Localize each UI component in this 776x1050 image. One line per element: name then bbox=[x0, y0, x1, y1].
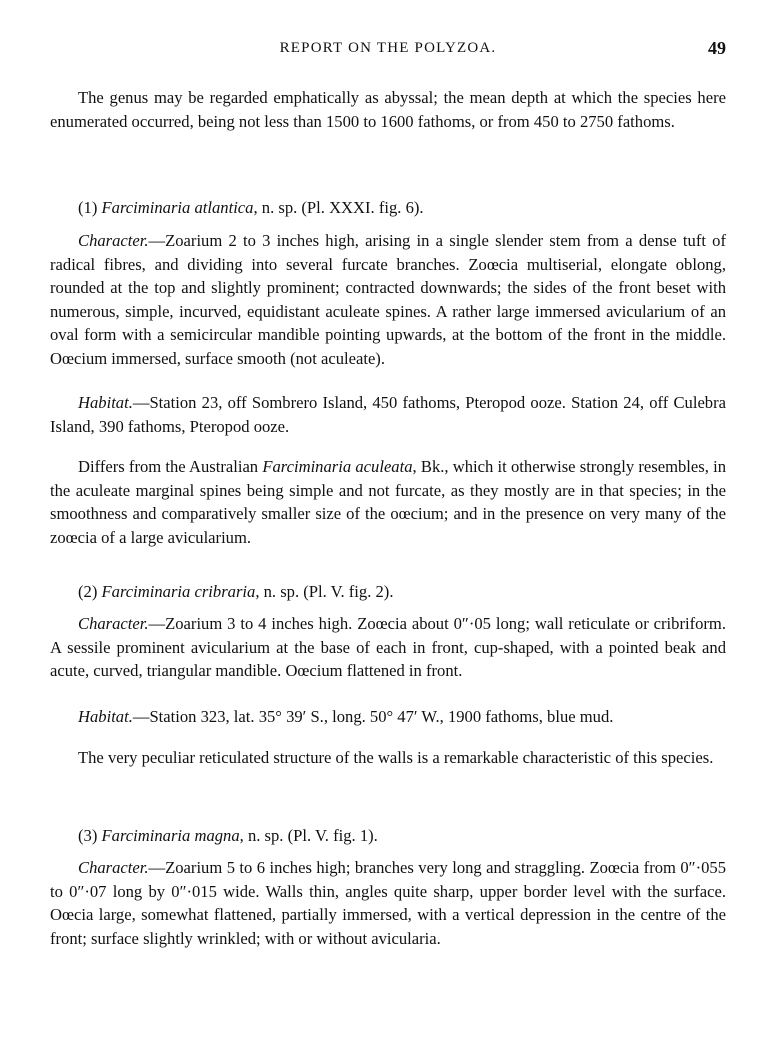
habitat-label: Habitat. bbox=[78, 393, 133, 412]
species-number: (3) bbox=[78, 826, 98, 845]
habitat-label: Habitat. bbox=[78, 707, 133, 726]
habitat-paragraph-1 bbox=[50, 391, 726, 438]
character-label: Character. bbox=[78, 231, 149, 250]
page-number: 49 bbox=[708, 38, 726, 58]
species-suffix: , n. sp. (Pl. V. fig. 2). bbox=[255, 582, 394, 601]
species-number: (2) bbox=[78, 582, 98, 601]
habitat-text: —Station 323, lat. 35° 39′ S., long. 50° 47′ W., 1900 fathoms, blue mud. bbox=[132, 707, 614, 726]
species-name: Farciminaria magna bbox=[101, 826, 240, 845]
character-paragraph-1 bbox=[50, 229, 726, 370]
character-text: —Zoarium 2 to 3 inches high, arising in a single slender stem from a dense tuft of radical fibres, and dividing into several furcate branches. Zoœcia multiserial, elongate oblong, rounded at the top and slightly prominent; contracted downwards; the sides of the front beset with numerous, simple, incurved, equidistant aculeate spines. A rather large immersed avicularium of an oval form with a semicircular mandible pointing upwards, at the bottom of the front in the middle. Oœcium immersed, surface smooth (not aculeate). bbox=[50, 231, 726, 368]
species-heading-1 bbox=[78, 196, 726, 220]
running-title: REPORT ON THE POLYZOA. bbox=[279, 40, 497, 56]
character-label: Character. bbox=[78, 858, 149, 877]
species-name: Farciminaria cribraria bbox=[101, 582, 256, 601]
character-text: —Zoarium 5 to 6 inches high; branches very long and straggling. Zoœcia from 0″·055 to 0″·07 long by 0″·015 wide. Walls thin, angles quite sharp, upper border level with the surface. Oœcia large, somewhat flattened, partially immersed, with a vertical depression in the centre of the front; surface slightly wrinkled; with or without avicularia. bbox=[50, 858, 726, 948]
character-paragraph-3 bbox=[50, 856, 726, 950]
remark-paragraph-1 bbox=[50, 455, 726, 549]
species-suffix: , n. sp. (Pl. V. fig. 1). bbox=[239, 826, 378, 845]
intro-paragraph: The genus may be regarded emphatically as abyssal; the mean depth at which the species here enumerated occurred, being not less than 1500 to 1600 fathoms, or from 450 to 2750 fathoms. bbox=[50, 88, 726, 131]
species-suffix: , n. sp. (Pl. XXXI. fig. 6). bbox=[253, 198, 424, 217]
habitat-paragraph-2 bbox=[50, 705, 726, 729]
species-heading-3 bbox=[78, 824, 726, 848]
character-text: —Zoarium 3 to 4 inches high. Zoœcia about 0″·05 long; wall reticulate or cribriform. A sessile prominent avicularium at the base of each in front, cup-shaped, with a pointed beak and acute, curved, triangular mandible. Oœcium flattened in front. bbox=[50, 614, 726, 680]
remark-pre: Differs from the Australian bbox=[78, 457, 263, 476]
species-name: Farciminaria atlantica bbox=[101, 198, 254, 217]
remark-genus: Farciminaria aculeata bbox=[262, 457, 413, 476]
remark-paragraph-2: The very peculiar reticulated structure of the walls is a remarkable characteristic of this species. bbox=[78, 748, 714, 767]
page-header bbox=[50, 40, 726, 64]
species-number: (1) bbox=[78, 198, 98, 217]
species-heading-2 bbox=[78, 580, 726, 604]
habitat-text: —Station 23, off Sombrero Island, 450 fathoms, Pteropod ooze. Station 24, off Culebra Island, 390 fathoms, Pteropod ooze. bbox=[50, 393, 726, 436]
remark-post: , Bk., which it otherwise strongly resembles, in the aculeate marginal spines being simple and not furcate, as they mostly are in that species; in the smoothness and comparatively smaller size of the oœcium; and in the presence on very many of the zoœcia of a large avicularium. bbox=[50, 457, 726, 547]
character-label: Character. bbox=[78, 614, 149, 633]
character-paragraph-2 bbox=[50, 612, 726, 683]
